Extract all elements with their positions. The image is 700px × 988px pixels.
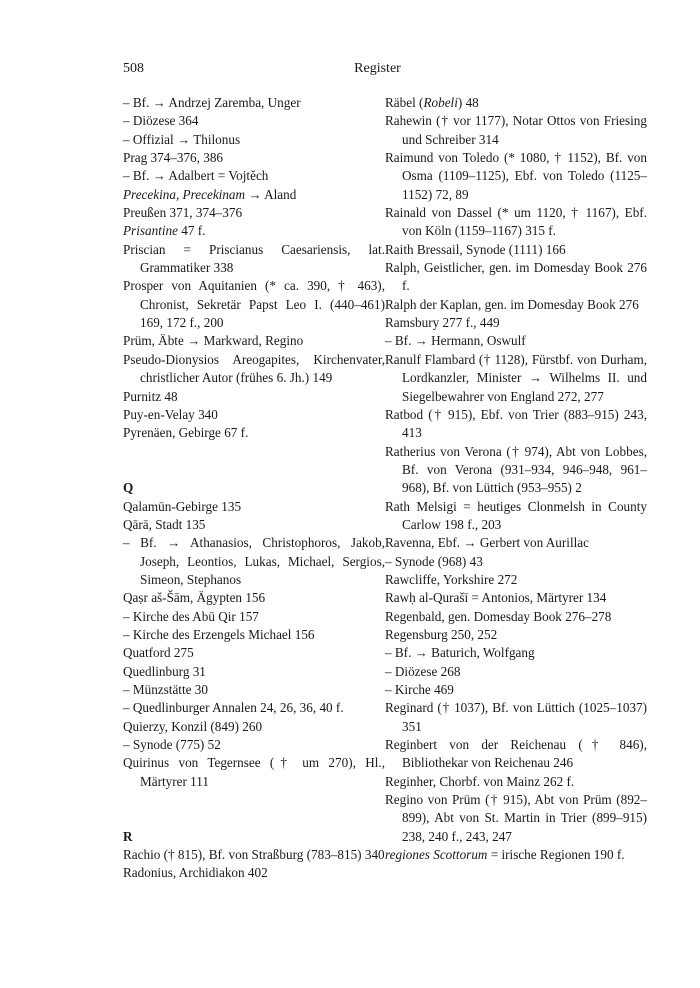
index-entry: Raith Bressail, Synode (1111) 166 bbox=[385, 241, 566, 257]
index-entry: Quirinus von Tegernsee († um 270), Hl., Märtyrer 111 bbox=[123, 755, 385, 789]
index-entry: Prag 374–376, 386 bbox=[123, 150, 224, 166]
entry-italic-term: Robeli bbox=[423, 95, 458, 110]
index-entry: – Kirche des Abū Qir 157 bbox=[123, 608, 259, 624]
index-entry: – Synode (968) 43 bbox=[385, 553, 483, 569]
index-column-left bbox=[123, 94, 385, 883]
index-entry: Rath Melsigi = heutiges Clonmelsh in County Carlow 198 f., 203 bbox=[385, 498, 647, 532]
index-entry: Pseudo-Dionysios Areogapites, Kirchenvater, christlicher Autor (frühes 6. Jh.) 149 bbox=[123, 351, 385, 386]
index-entry: Purnitz 48 bbox=[123, 388, 178, 404]
index-entry: – Bf. → Athanasios, Christophoros, Jakob, Joseph, Leontios, Lukas, Michael, Sergios, Simeon, Stephanos bbox=[123, 535, 385, 587]
section-letter-q: Q bbox=[123, 480, 134, 496]
index-entry bbox=[385, 94, 647, 112]
index-entry: – Bf. → Baturich, Wolfgang bbox=[385, 645, 535, 661]
index-entry: Regensburg 250, 252 bbox=[385, 626, 498, 642]
index-entry: Rawcliffe, Yorkshire 272 bbox=[385, 571, 518, 587]
entry-text: → Aland bbox=[245, 186, 297, 202]
index-entry: Reginbert von der Reichenau († 846), Bibliothekar von Reichenau 246 bbox=[385, 737, 647, 771]
index-entry: – Diözese 268 bbox=[385, 663, 461, 679]
index-entry: Ralph, Geistlicher, gen. im Domesday Book 276 f. bbox=[385, 260, 647, 294]
index-entry bbox=[123, 222, 385, 240]
index-entry: Ratherius von Verona († 974), Abt von Lobbes, Bf. von Verona (931–934, 946–948, 961–968), Bf. von Lüttich (953–955) 2 bbox=[385, 443, 647, 496]
index-entry: Regino von Prüm († 915), Abt von Prüm (892–899), Abt von St. Martin in Trier (899–915) 238, 240 f., 243, 247 bbox=[385, 792, 647, 844]
index-entry: – Bf. → Adalbert = Vojtěch bbox=[123, 168, 269, 184]
index-entry bbox=[385, 846, 647, 864]
index-entry: – Bf. → Hermann, Oswulf bbox=[385, 333, 526, 349]
index-entry: Ramsbury 277 f., 449 bbox=[385, 315, 500, 331]
index-entry: Rachio († 815), Bf. von Straßburg (783–815) 340 bbox=[123, 847, 385, 863]
index-entry: Prosper von Aquitanien (* ca. 390, † 463), Chronist, Sekretär Papst Leo I. (440–461) 169, 172 f., 200 bbox=[123, 278, 385, 331]
page-number: 508 bbox=[123, 61, 144, 76]
index-entry: Quierzy, Konzil (849) 260 bbox=[123, 718, 263, 734]
index-entry: Raimund von Toledo (* 1080, † 1152), Bf. von Osma (1109–1125), Ebf. von Toledo (1125–1152) 72, 89 bbox=[385, 150, 647, 202]
index-entry: Ranulf Flambard († 1128), Fürstbf. von Durham, Lordkanzler, Minister → Wilhelms II. und Siegelbewahrer von England 272, 277 bbox=[385, 351, 647, 404]
index-entry: Qaṣr aš-Šām, Ägypten 156 bbox=[123, 590, 266, 606]
index-entry: Qārā, Stadt 135 bbox=[123, 516, 206, 532]
entry-text: = irische Regionen 190 f. bbox=[487, 847, 625, 863]
index-entry: Quedlinburg 31 bbox=[123, 663, 206, 679]
index-entry bbox=[123, 186, 385, 204]
index-entry: Qalamūn-Gebirge 135 bbox=[123, 498, 242, 514]
entry-italic-term: regiones Scottorum bbox=[385, 847, 488, 863]
index-entry: – Bf. → Andrzej Zaremba, Unger bbox=[123, 95, 301, 110]
running-head: Register bbox=[354, 61, 401, 76]
section-letter-r: R bbox=[123, 828, 133, 844]
index-entry: – Offizial → Thilonus bbox=[123, 131, 241, 147]
index-entry: Ravenna, Ebf. → Gerbert von Aurillac bbox=[385, 535, 589, 551]
index-column-right bbox=[385, 94, 647, 864]
index-entry: – Münzstätte 30 bbox=[123, 682, 208, 697]
index-entry: – Synode (775) 52 bbox=[123, 737, 221, 753]
index-entry: Rainald von Dassel (* um 1120, † 1167), Ebf. von Köln (1159–1167) 315 f. bbox=[385, 205, 647, 239]
index-entry: Regenbald, gen. Domesday Book 276–278 bbox=[385, 608, 612, 624]
entry-italic-term: Precekina, Precekinam bbox=[123, 186, 246, 202]
index-entry: Pyrenäen, Gebirge 67 f. bbox=[123, 425, 249, 441]
index-entry: – Kirche des Erzengels Michael 156 bbox=[123, 626, 315, 642]
index-entry: – Quedlinburger Annalen 24, 26, 36, 40 f. bbox=[123, 700, 344, 716]
index-entry: Puy-en-Velay 340 bbox=[123, 406, 218, 422]
index-entry: Radonius, Archidiakon 402 bbox=[123, 865, 268, 881]
index-entry: Priscian = Priscianus Caesariensis, lat. Grammatiker 338 bbox=[123, 241, 385, 276]
index-entry: Reginard († 1037), Bf. von Lüttich (1025–1037) 351 bbox=[385, 700, 647, 734]
index-entry: Ralph der Kaplan, gen. im Domesday Book 276 bbox=[385, 296, 639, 312]
index-entry: Quatford 275 bbox=[123, 645, 194, 661]
index-entry: Ratbod († 915), Ebf. von Trier (883–915) 243, 413 bbox=[385, 406, 647, 441]
entry-text: 47 f. bbox=[177, 223, 206, 239]
index-entry: Prüm, Äbte → Markward, Regino bbox=[123, 333, 304, 349]
entry-text: Räbel ( bbox=[385, 95, 424, 110]
entry-text: ) 48 bbox=[457, 95, 479, 110]
entry-italic-term: Prisantine bbox=[123, 223, 178, 239]
index-entry: Reginher, Chorbf. von Mainz 262 f. bbox=[385, 773, 575, 789]
index-entry: Rahewin († vor 1177), Notar Ottos von Friesing und Schreiber 314 bbox=[385, 113, 647, 147]
index-entry: Preußen 371, 374–376 bbox=[123, 205, 243, 221]
index-entry: – Kirche 469 bbox=[385, 682, 454, 697]
index-entry: – Diözese 364 bbox=[123, 113, 199, 129]
index-entry: Rawḥ al-Qurašī = Antonios, Märtyrer 134 bbox=[385, 590, 607, 606]
